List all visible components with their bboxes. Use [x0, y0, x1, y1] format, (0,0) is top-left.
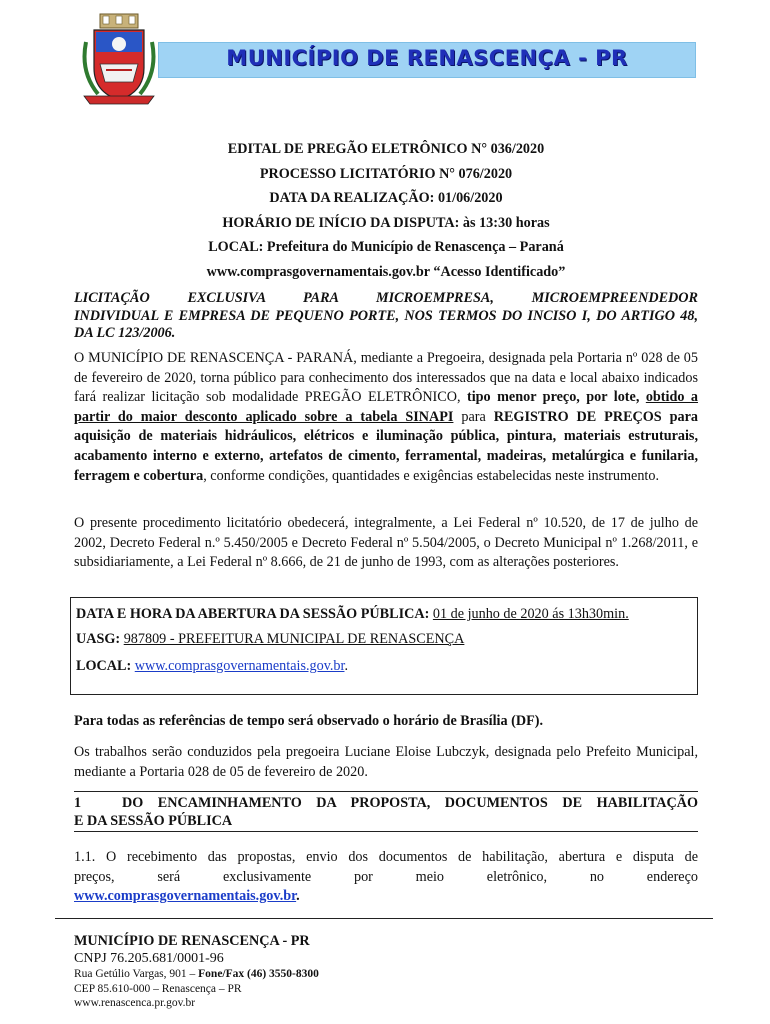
legal-basis-paragraph: O presente procedimento licitatório obedecerá, integralmente, a Lei Federal nº 10.520, de 17 de julho de 2002, Decreto Federal n.º 5.450/2005 e Decreto Federal nº 5.504/2005, o Decreto Municipal nº 1.268/2011, e subsidiariamente, a Lei Federal nº 8.666, de 21 de junho de 1993, com as alterações posteriores. — [74, 515, 698, 571]
uasg-label: UASG: — [76, 631, 121, 647]
section-1-title-1: DO ENCAMINHAMENTO DA PROPOSTA, DOCUMENTOS DE HABILITAÇÃO — [122, 795, 698, 811]
footer-divider — [55, 918, 713, 919]
intro-object: REGISTRO DE PREÇOS para aquisição de materiais hidráulicos, elétricos e iluminação pública, pintura, materiais estruturais, acabamento interno e externo, artefatos de cimento, ferramental, madeiras, metalúrgica e funilaria, ferragem e cobertura — [74, 408, 698, 484]
footer-cnpj: CNPJ 76.205.681/0001-96 — [74, 951, 224, 966]
footer-cep: CEP 85.610-000 – Renascença – PR — [74, 982, 242, 995]
session-info-box — [70, 597, 698, 695]
footer-address — [74, 967, 319, 982]
uasg-line — [76, 631, 692, 648]
realization-date: DATA DA REALIZAÇÃO: 01/06/2020 — [269, 190, 503, 207]
local-link[interactable]: www.comprasgovernamentais.gov.br — [134, 658, 345, 674]
municipality-banner — [158, 42, 696, 78]
exclusive-line-rest: INDIVIDUAL E EMPRESA DE PEQUENO PORTE, NOS TERMOS DO INCISO I, DO ARTIGO 48, DA LC 123/2006. — [74, 307, 698, 341]
exclusive-line-1: LICITAÇÃO EXCLUSIVA PARA MICROEMPRESA, MICROEMPREENDEDOR — [74, 290, 698, 306]
intro-text-3: , conforme condições, quantidades e exigências estabelecidas neste instrumento. — [203, 467, 660, 484]
section-1-line-1 — [74, 794, 698, 812]
location-line: LOCAL: Prefeitura do Município de Renascença – Paraná — [208, 239, 564, 256]
footer-website[interactable]: www.renascenca.pr.gov.br — [74, 997, 196, 1009]
footer-phone: Fone/Fax (46) 3550-8300 — [198, 968, 319, 980]
session-datetime — [76, 606, 692, 623]
item-1-1-end: . — [296, 888, 300, 905]
item-1-1 — [74, 848, 698, 907]
edital-number: EDITAL DE PREGÃO ELETRÔNICO N° 036/2020 — [227, 141, 545, 157]
section-1-number: 1 — [74, 795, 82, 811]
session-datetime-label: DATA E HORA DA ABERTURA DA SESSÃO PÚBLICA: — [76, 606, 430, 622]
conduct-paragraph: Os trabalhos serão conduzidos pela pregoeira Luciane Eloise Lubczyk, designada pelo Prefeito Municipal, mediante a Portaria 028 de 05 de fevereiro de 2020. — [74, 744, 698, 780]
exclusive-bidding-notice — [74, 290, 698, 343]
coat-of-arms-icon — [78, 12, 160, 108]
intro-bold-type: tipo menor preço, por lote, — [467, 389, 646, 406]
local-end: . — [344, 658, 349, 674]
edital-title-block — [74, 137, 698, 285]
process-number: PROCESSO LICITATÓRIO N° 076/2020 — [259, 165, 513, 182]
footer-municipality-name: MUNICÍPIO DE RENASCENÇA - PR — [74, 933, 310, 949]
intro-paragraph — [74, 349, 698, 486]
item-1-1-link[interactable]: www.comprasgovernamentais.gov.br — [74, 888, 297, 905]
uasg-value: 987809 - PREFEITURA MUNICIPAL DE RENASCENÇA — [123, 631, 465, 647]
banner-title: MUNICÍPIO DE RENASCENÇA - PR — [226, 46, 628, 70]
website-line: www.comprasgovernamentais.gov.br “Acesso Identificado” — [206, 263, 566, 280]
intro-text-1: O MUNICÍPIO DE RENASCENÇA - PARANÁ, mediante a Pregoeira, designada pela Portaria nº 028 de 05 de fevereiro de 2020, torna público para conhecimento dos interessados que na data e local abaixo indicados fará realizar licitação sob modalidade PREGÃO ELETRÔNICO, — [74, 350, 698, 406]
footer-street: Rua Getúlio Vargas, 901 – — [74, 968, 199, 980]
dispute-start-time: HORÁRIO DE INÍCIO DA DISPUTA: às 13:30 horas — [222, 214, 550, 231]
section-1-heading — [74, 791, 698, 832]
local-line — [76, 658, 692, 675]
session-datetime-value: 01 de junho de 2020 ás 13h30min. — [432, 606, 629, 622]
item-1-1-line-2: preços, será exclusivamente por meio eletrônico, no endereço — [74, 868, 698, 885]
brasilia-time-note: Para todas as referências de tempo será observado o horário de Brasília (DF). — [74, 713, 544, 729]
intro-text-2: para — [453, 408, 494, 425]
intro-sinapi-clause: obtido a partir do maior desconto aplicado sobre a tabela SINAPI — [74, 389, 699, 425]
item-1-1-line-1: 1.1. O recebimento das propostas, envio dos documentos de habilitação, abertura e disputa de — [74, 849, 698, 865]
section-1-title-2: E DA SESSÃO PÚBLICA — [74, 813, 233, 829]
local-label: LOCAL: — [76, 658, 132, 674]
footer — [74, 932, 319, 1011]
